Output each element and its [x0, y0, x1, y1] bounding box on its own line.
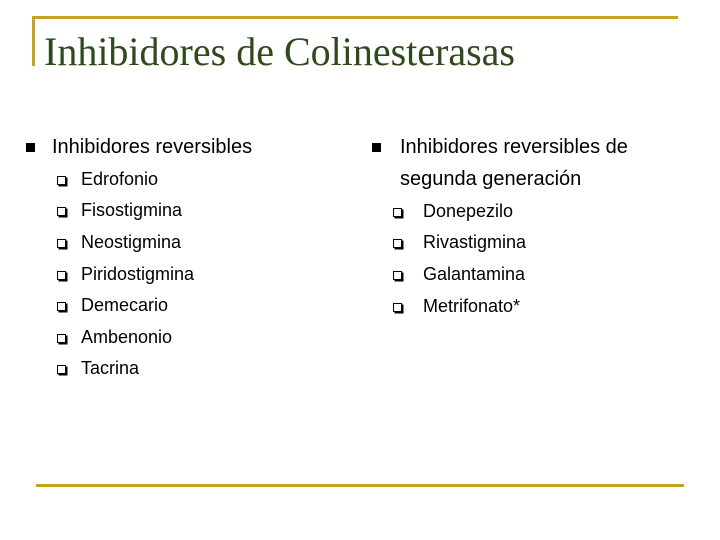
hollow-square-icon	[393, 208, 402, 217]
right-heading-row	[372, 131, 702, 195]
right-column	[372, 131, 702, 321]
hollow-square-icon	[393, 239, 402, 248]
frame-bottom-line	[36, 484, 684, 487]
hollow-square-icon	[57, 271, 66, 280]
hollow-square-icon	[57, 365, 66, 374]
list-item	[57, 226, 346, 258]
list-item	[57, 353, 346, 385]
hollow-square-icon	[393, 303, 402, 312]
list-item-label: Galantamina	[423, 263, 526, 284]
list-item	[393, 290, 702, 322]
left-drug-list	[57, 163, 346, 384]
list-item-label: Tacrina	[81, 358, 140, 379]
list-item-label: Fisostigmina	[81, 200, 183, 221]
list-item	[393, 195, 702, 227]
list-item	[57, 163, 346, 195]
list-item	[393, 227, 702, 259]
hollow-square-icon	[57, 239, 66, 248]
list-item-label: Demecario	[81, 295, 169, 316]
list-item	[393, 258, 702, 290]
hollow-square-icon	[393, 271, 402, 280]
list-item	[57, 289, 346, 321]
left-heading-row	[26, 131, 346, 163]
right-heading: Inhibidores reversibles de segunda generación	[400, 136, 628, 190]
hollow-square-icon	[57, 176, 66, 185]
list-item-label: Edrofonio	[81, 168, 159, 189]
list-item-label: Donepezilo	[423, 200, 514, 221]
list-item	[57, 195, 346, 227]
left-heading: Inhibidores reversibles	[52, 136, 253, 158]
filled-square-icon	[372, 143, 381, 152]
frame-left-line	[32, 16, 35, 66]
list-item	[57, 258, 346, 290]
list-item-label: Piridostigmina	[81, 263, 195, 284]
right-drug-list	[393, 195, 702, 321]
slide-title: Inhibidores de Colinesterasas	[44, 29, 515, 74]
filled-square-icon	[26, 143, 35, 152]
list-item-label: Neostigmina	[81, 231, 182, 252]
hollow-square-icon	[57, 207, 66, 216]
list-item-label: Metrifonato*	[423, 295, 521, 316]
left-column	[26, 131, 346, 384]
frame-top-line	[32, 16, 678, 19]
list-item-label: Ambenonio	[81, 326, 173, 347]
list-item-label: Rivastigmina	[423, 232, 527, 253]
list-item	[57, 321, 346, 353]
hollow-square-icon	[57, 334, 66, 343]
hollow-square-icon	[57, 302, 66, 311]
